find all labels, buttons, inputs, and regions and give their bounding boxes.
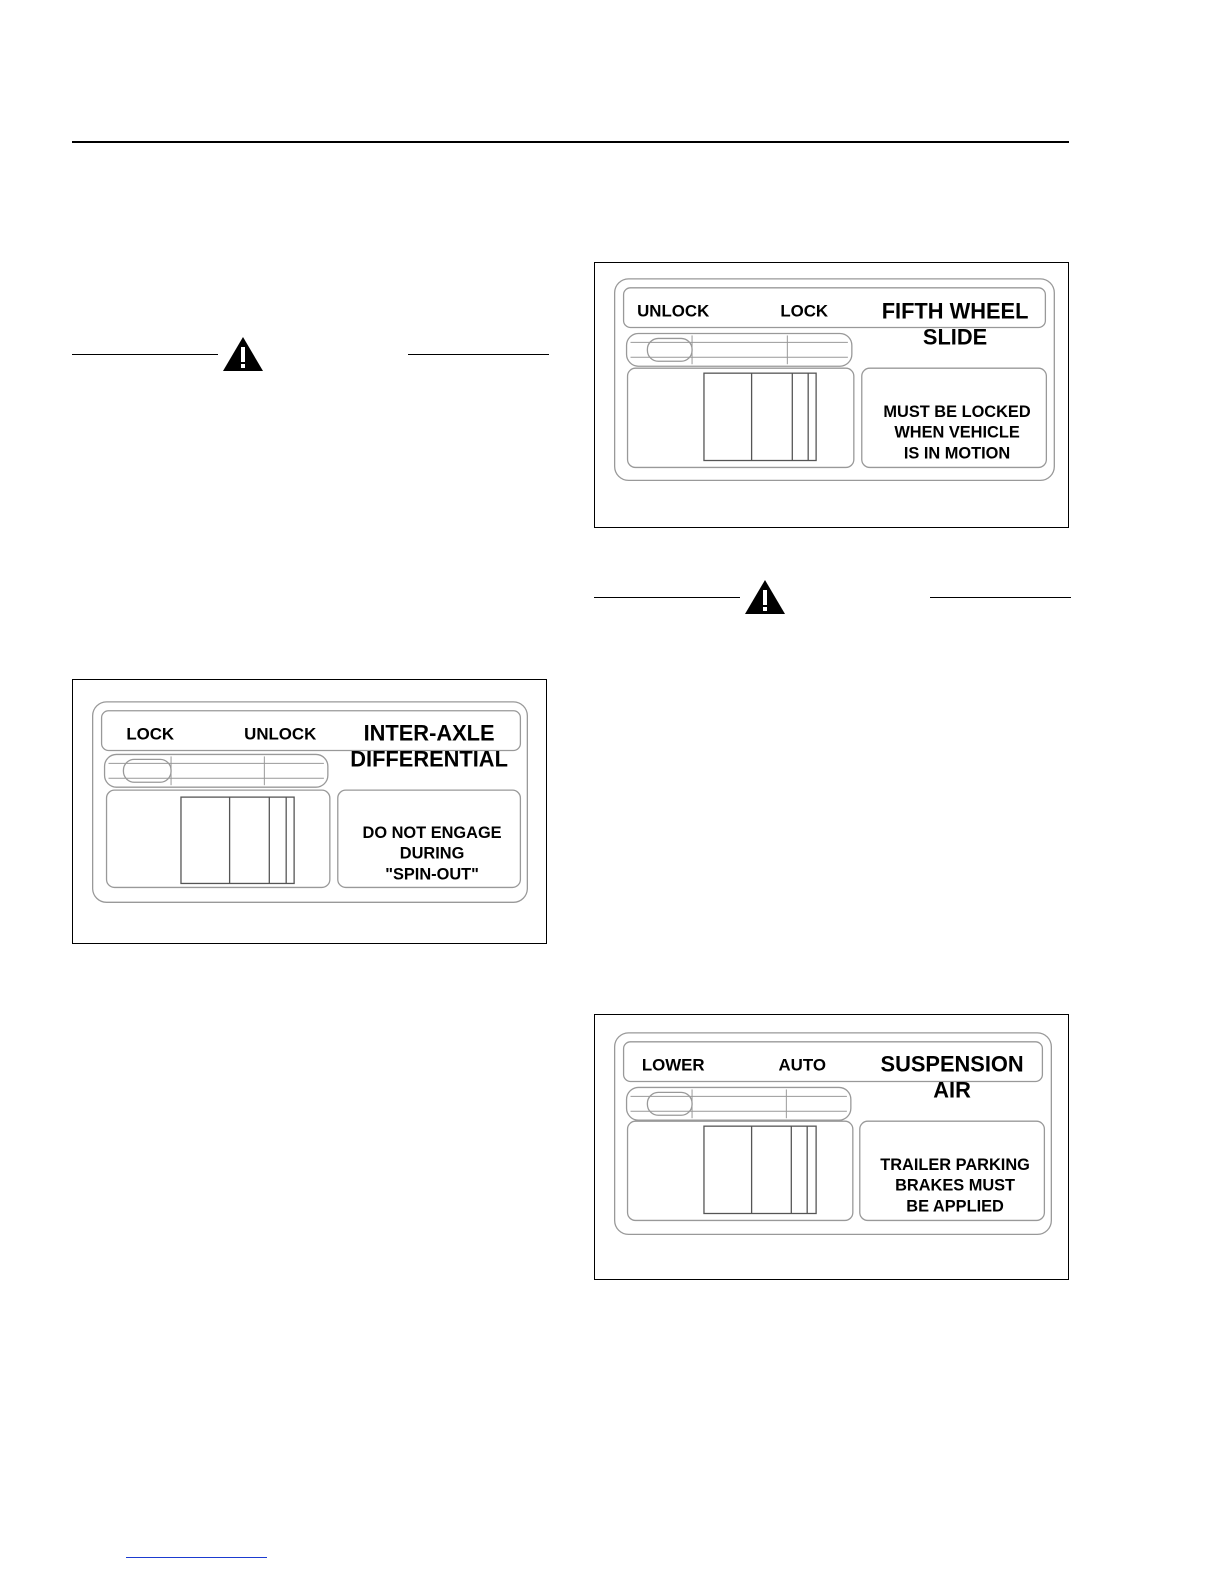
decal-note-line-3: BE APPLIED [906, 1197, 1004, 1216]
decal-title-line-2: DIFFERENTIAL [350, 746, 508, 772]
warning-rule-right [408, 354, 549, 355]
decal-drawing [73, 680, 546, 943]
warning-triangle-icon [222, 336, 264, 372]
switch-left-label: LOCK [126, 724, 175, 744]
decal-note-line-3: IS IN MOTION [903, 444, 1011, 463]
figure-inter-axle-decal [72, 679, 547, 944]
figure-suspension-air-decal [594, 1014, 1069, 1280]
warning-triangle-icon [744, 579, 786, 615]
decal-note-line-2: WHEN VEHICLE [894, 423, 1020, 442]
decal-title-line-2: AIR [933, 1077, 971, 1103]
footer-link-rule[interactable] [126, 1557, 267, 1558]
warning-rule-left [594, 597, 740, 598]
warning-rule-left [72, 354, 218, 355]
switch-right-label: LOCK [780, 301, 829, 321]
decal-note-line-1: MUST BE LOCKED [883, 402, 1031, 421]
decal-title-line-1: INTER-AXLE [363, 720, 495, 746]
switch-left-label: UNLOCK [637, 301, 710, 321]
figure-fifth-wheel-decal [594, 262, 1069, 528]
warning-rule-right [930, 597, 1071, 598]
decal-note-line-1: TRAILER PARKING [880, 1155, 1030, 1174]
decal-drawing [595, 1015, 1068, 1279]
decal-title-line-2: SLIDE [922, 324, 988, 350]
switch-left-label: LOWER [641, 1055, 705, 1075]
decal-note-line-1: DO NOT ENGAGE [362, 823, 502, 842]
switch-right-label: UNLOCK [244, 724, 317, 744]
decal-note-line-3: "SPIN-OUT" [385, 865, 479, 884]
decal-title-line-1: FIFTH WHEEL [881, 298, 1029, 324]
decal-title-line-1: SUSPENSION [880, 1051, 1024, 1077]
header-rule [72, 141, 1069, 143]
decal-note-line-2: BRAKES MUST [895, 1176, 1016, 1195]
switch-right-label: AUTO [778, 1055, 826, 1075]
decal-note-line-2: DURING [399, 844, 465, 863]
decal-drawing [595, 263, 1068, 527]
